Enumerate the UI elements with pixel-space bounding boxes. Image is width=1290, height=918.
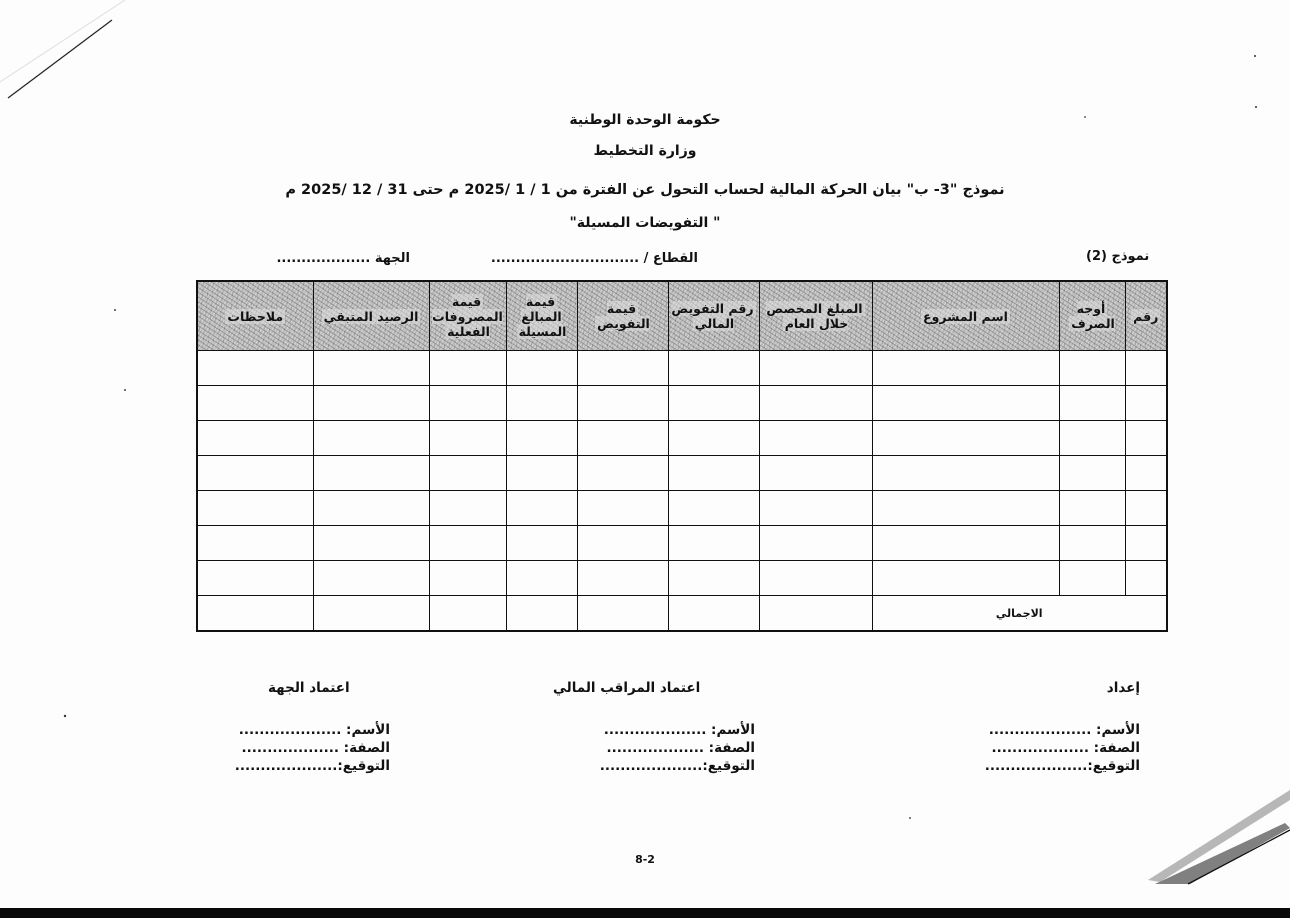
signature-title: إعداد — [1106, 680, 1140, 696]
table-cell[interactable] — [668, 421, 759, 456]
table-row — [197, 526, 1167, 561]
table-cell[interactable] — [429, 351, 506, 386]
table-cell[interactable] — [313, 526, 429, 561]
form-subtitle: " التفويضات المسيلة" — [569, 215, 721, 231]
table-cell[interactable] — [1059, 491, 1125, 526]
table-cell[interactable] — [1059, 421, 1125, 456]
table-row — [197, 351, 1167, 386]
table-cell[interactable] — [759, 561, 872, 596]
table-cell[interactable] — [759, 526, 872, 561]
table-total-row — [197, 596, 1167, 632]
table-cell[interactable] — [197, 421, 313, 456]
table-cell[interactable] — [197, 526, 313, 561]
table-cell[interactable] — [1059, 351, 1125, 386]
table-cell[interactable] — [429, 456, 506, 491]
ministry-name: وزارة التخطيط — [593, 143, 697, 159]
position-field[interactable]: الصفة: ................... — [241, 740, 390, 756]
total-label: الاجمالي — [872, 596, 1167, 632]
col-header-remaining-balance: الرصيد المتبقي — [313, 281, 429, 351]
speck — [124, 389, 126, 391]
table-cell[interactable] — [759, 351, 872, 386]
table-cell[interactable] — [759, 386, 872, 421]
page-number: 8-2 — [635, 853, 655, 866]
faint-fold-line — [0, 0, 125, 82]
table-cell[interactable] — [577, 351, 668, 386]
table-cell[interactable] — [759, 491, 872, 526]
table-cell[interactable] — [1125, 526, 1167, 561]
table-row — [197, 421, 1167, 456]
table-cell[interactable] — [872, 491, 1059, 526]
total-cell[interactable] — [577, 596, 668, 632]
table-cell[interactable] — [1125, 386, 1167, 421]
sector-field[interactable]: القطاع / .............................. — [490, 251, 698, 266]
table-cell[interactable] — [197, 561, 313, 596]
table-row — [197, 386, 1167, 421]
government-name: حكومة الوحدة الوطنية — [569, 112, 721, 128]
table-cell[interactable] — [668, 351, 759, 386]
col-header-authorization-value: قيمة التفويض — [577, 281, 668, 351]
paper-edge-shadow-bottom-right — [1148, 790, 1290, 884]
signature-title: اعتماد المراقب المالي — [553, 680, 701, 696]
table-cell[interactable] — [506, 456, 577, 491]
table-cell[interactable] — [506, 561, 577, 596]
table-cell[interactable] — [1059, 456, 1125, 491]
table-row — [197, 491, 1167, 526]
table-cell[interactable] — [577, 561, 668, 596]
signature-field[interactable]: التوقيع:.................... — [234, 758, 390, 774]
table-cell[interactable] — [506, 491, 577, 526]
signature-block-preparation — [920, 680, 1140, 775]
table-cell[interactable] — [577, 491, 668, 526]
total-cell[interactable] — [759, 596, 872, 632]
signature-block-entity — [170, 680, 390, 775]
signature-block-financial-controller — [535, 680, 755, 775]
table-cell[interactable] — [872, 561, 1059, 596]
table-row — [197, 456, 1167, 491]
col-header-actual-expenses: قيمة المصروفات الفعلية — [429, 281, 506, 351]
table-cell[interactable] — [577, 526, 668, 561]
table-cell[interactable] — [1125, 491, 1167, 526]
name-field[interactable]: الأسم: .................... — [603, 722, 755, 738]
col-header-number: رقم — [1125, 281, 1167, 351]
table-cell[interactable] — [429, 421, 506, 456]
col-header-project-name: اسم المشروع — [872, 281, 1059, 351]
table-cell[interactable] — [429, 526, 506, 561]
table-cell[interactable] — [1059, 386, 1125, 421]
table-cell[interactable] — [506, 351, 577, 386]
table-header-row — [197, 281, 1167, 351]
table-cell[interactable] — [668, 456, 759, 491]
signature-title: اعتماد الجهة — [268, 680, 350, 696]
table-cell[interactable] — [1125, 351, 1167, 386]
pen-stroke-top-left — [8, 20, 112, 98]
table-cell[interactable] — [313, 561, 429, 596]
scanner-bottom-edge — [0, 908, 1290, 918]
speck — [1254, 55, 1256, 57]
table-cell[interactable] — [313, 386, 429, 421]
table-cell[interactable] — [313, 351, 429, 386]
signature-field[interactable]: التوقيع:.................... — [984, 758, 1140, 774]
table-cell[interactable] — [1125, 456, 1167, 491]
table-cell[interactable] — [668, 491, 759, 526]
table-cell[interactable] — [506, 386, 577, 421]
table-cell[interactable] — [506, 526, 577, 561]
total-cell[interactable] — [313, 596, 429, 632]
table-cell[interactable] — [197, 386, 313, 421]
col-header-authorization-number: رقم التفويض المالي — [668, 281, 759, 351]
financial-movement-table — [196, 280, 1168, 632]
table-cell[interactable] — [759, 421, 872, 456]
table-cell[interactable] — [429, 491, 506, 526]
col-header-expense-type: أوجه الصرف — [1059, 281, 1125, 351]
total-cell[interactable] — [668, 596, 759, 632]
col-header-allocated-amount: المبلغ المخصص خلال العام — [759, 281, 872, 351]
table-cell[interactable] — [197, 351, 313, 386]
table-cell[interactable] — [872, 386, 1059, 421]
table-cell[interactable] — [1125, 421, 1167, 456]
table-cell[interactable] — [668, 526, 759, 561]
table-cell[interactable] — [872, 351, 1059, 386]
table-cell[interactable] — [429, 561, 506, 596]
table-cell[interactable] — [313, 421, 429, 456]
table-cell[interactable] — [872, 421, 1059, 456]
table-cell[interactable] — [577, 386, 668, 421]
name-field[interactable]: الأسم: .................... — [238, 722, 390, 738]
form-title: نموذج "3- ب" بيان الحركة المالية لحساب التحول عن الفترة من 1 / 1 /2025 م حتى 31 / 12 /2025 م — [285, 182, 1005, 198]
table-cell[interactable] — [313, 456, 429, 491]
table-cell[interactable] — [429, 386, 506, 421]
table-cell[interactable] — [197, 491, 313, 526]
table-cell[interactable] — [872, 526, 1059, 561]
total-cell[interactable] — [429, 596, 506, 632]
speck — [64, 715, 66, 717]
position-field[interactable]: الصفة: ................... — [606, 740, 755, 756]
position-field[interactable]: الصفة: ................... — [991, 740, 1140, 756]
table-cell[interactable] — [197, 456, 313, 491]
col-header-liquidated-amounts: قيمة المبالغ المسيلة — [506, 281, 577, 351]
table-row — [197, 561, 1167, 596]
table-cell[interactable] — [759, 456, 872, 491]
table-cell[interactable] — [577, 456, 668, 491]
table-cell[interactable] — [668, 561, 759, 596]
speck — [909, 817, 911, 819]
table-cell[interactable] — [1059, 526, 1125, 561]
col-header-notes: ملاحظات — [197, 281, 313, 351]
table-cell[interactable] — [872, 456, 1059, 491]
table-cell[interactable] — [668, 386, 759, 421]
name-field[interactable]: الأسم: .................... — [988, 722, 1140, 738]
total-cell[interactable] — [506, 596, 577, 632]
speck — [1255, 106, 1257, 108]
table-cell[interactable] — [313, 491, 429, 526]
speck — [114, 309, 116, 311]
entity-field[interactable]: الجهة ................... — [276, 251, 410, 266]
signature-field[interactable]: التوقيع:.................... — [599, 758, 755, 774]
total-cell[interactable] — [197, 596, 313, 632]
table-cell[interactable] — [577, 421, 668, 456]
table-cell[interactable] — [1125, 561, 1167, 596]
table-cell[interactable] — [1059, 561, 1125, 596]
table-cell[interactable] — [506, 421, 577, 456]
form-number: نموذج (2) — [1086, 249, 1150, 264]
